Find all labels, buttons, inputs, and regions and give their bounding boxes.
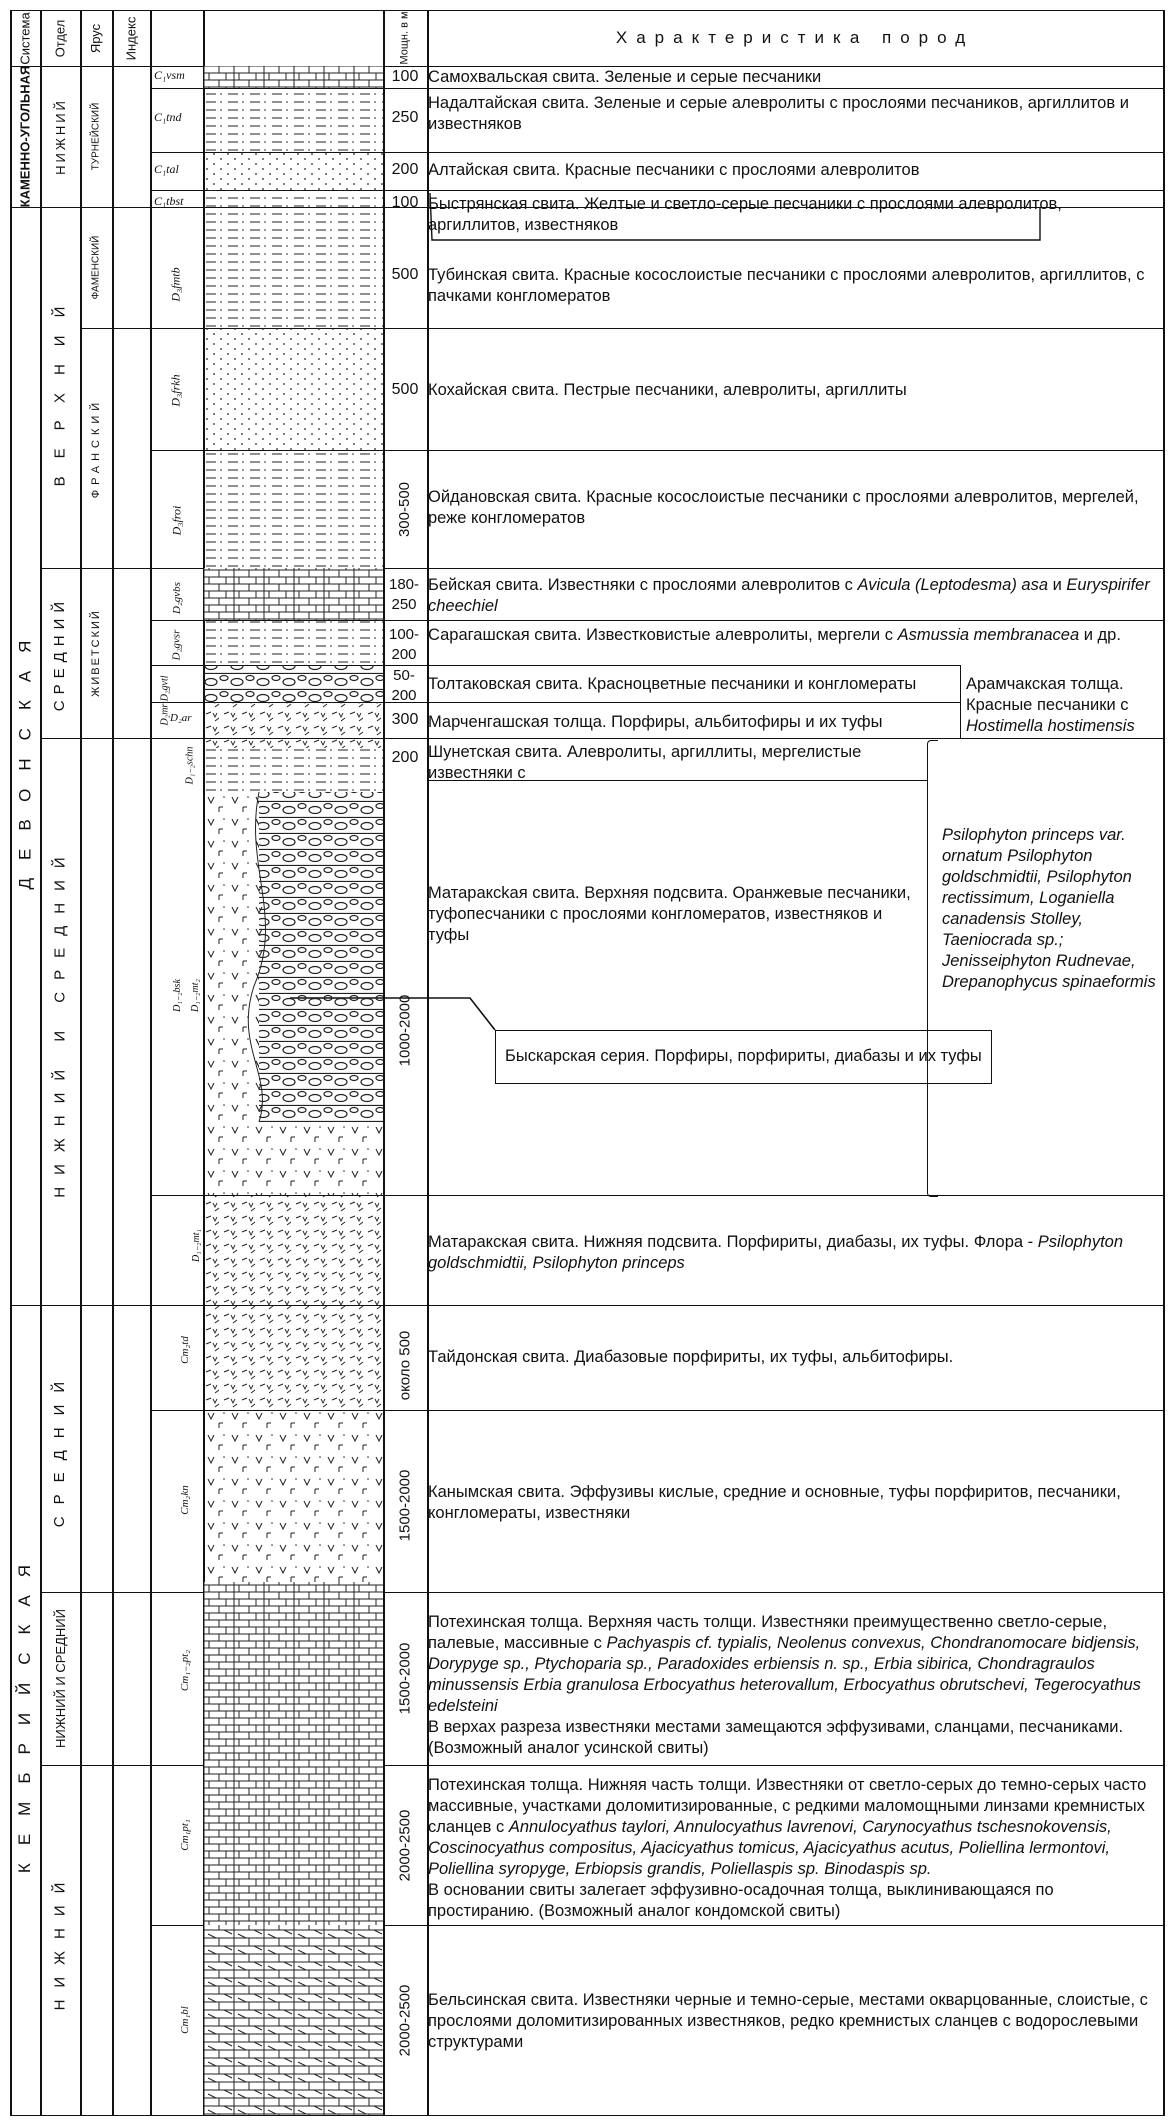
index-d3froi: D₃froi <box>168 505 183 535</box>
fossil-name: Avicula (Leptodesma) asa <box>857 576 1048 594</box>
thickness-value: 1500-2000 <box>396 1642 414 1715</box>
fossil-name: Asmussia membranacea <box>897 626 1080 644</box>
description-aramchak: Арамчакская толща. Красные песчаники с Hostimella hostimensis <box>966 675 1135 735</box>
division-cam-lower-middle: НИЖНИЙ И СРЕДНИЙ <box>52 1609 68 1748</box>
division-dev-lower-middle: НИЖНИЙ И СРЕДНИЙ <box>51 845 69 1198</box>
index-c1tnd: C₁tnd <box>154 110 182 124</box>
header-description: Характеристика пород <box>615 28 975 47</box>
thickness-value: 500 <box>391 266 419 283</box>
index-c1tal: C₁tal <box>154 162 179 176</box>
index-d2gvtl: D₂mr·D₂gvtl <box>159 674 171 726</box>
thickness-value: 200 <box>391 749 419 766</box>
system-devonian: ДЕВОНСКАЯ <box>15 622 35 890</box>
index-cm12pt2: Cm₁₋₂pt₂ <box>179 1649 192 1691</box>
flora-bracket <box>927 740 938 1197</box>
division-carb-lower: НИЖНИЙ <box>52 98 68 175</box>
description-altai: Алтайская свита. Красные песчаники с прослоями алевролитов <box>428 161 920 179</box>
description-marcheng: Марченгашская толща. Порфиры, альбитофиры и их туфы <box>428 713 883 731</box>
frame-right <box>1163 10 1165 2115</box>
index-d2gvsr: D₂gvsr <box>170 629 183 660</box>
system-carboniferous: КАМЕННО-УГОЛЬНАЯ <box>17 65 33 208</box>
description-taidon: Тайдонская свита. Диабазовые порфириты, их туфы, альбитофиры. <box>428 1348 954 1366</box>
fossil-name: Euryspirifer cheechiel <box>428 576 1150 615</box>
description-samokhval: Самохвальская свита. Зеленые и серые песчаники <box>428 68 822 86</box>
index-d2gvbs: D₂gvbs <box>170 581 183 614</box>
index-cm2td: Cm₂td <box>178 1336 191 1364</box>
description-kanym: Канымская свита. Эффузивы кислые, средние и основные, туфы порфиритов, песчаники, конгломераты, известняки <box>428 1483 1121 1522</box>
thickness-value: 300 <box>391 711 419 728</box>
description-matarak-upper: Матараксkая свита. Верхняя подсвита. Оранжевые песчаники, туфопесчаники с прослоями конгломератов, известняков и туфы <box>428 884 911 944</box>
index-d2ar: D₂ar <box>170 712 192 724</box>
thickness-value: 100-200 <box>388 626 420 663</box>
description-tubin: Тубинская свита. Красные косослоистые песчаники с прослоями алевролитов, аргиллитов, с пачками конгломератов <box>428 266 1145 305</box>
description-nadaltai: Надалтайская свита. Зеленые и серые алевролиты с прослоями песчаников, аргиллитов и известняков <box>428 94 1129 133</box>
stage-frasnian: ФРАНСКИЙ <box>90 397 103 499</box>
index-d3fmtb: D₃fmtb <box>168 266 183 302</box>
description-bei: Бейская свита. Известняки с прослоями алевролитов с Avicula (Leptodesma) asa и Euryspirifer cheechiel <box>428 576 1150 615</box>
division-cam-middle: СРЕДНИЙ <box>51 1369 69 1528</box>
index-cm1bl: Cm₁bl <box>178 2006 191 2034</box>
description-potekhin-upper: Потехинская толща. Верхняя часть толщи. Известняки преимущественно светло-серые, палевые, массивные с Pachyaspis cf. typialis, Neolenus convexus, Chondranomocare bidjensis, Dorypyge sp., Ptychoparia sp., Paradoxides erbiensis n. sp., Erbia sibirica, Chondragraulos minussensis Erbia granulosa Erbocyathus heterovallum, Erbocyathus obrutschevi, Tegerocyathus edelsteini В верхах разреза известняки местами замещаются эффузивами, сланцами, песчаниками. (Возможный аналог усинской свиты) <box>428 1613 1141 1757</box>
thickness-value: 180-250 <box>388 576 420 613</box>
description-oidan: Ойдановская свита. Красные косослоистые песчаники с прослоями алевролитов, мергелей, реже конгломератов <box>428 488 1139 527</box>
thickness-value: 300-500 <box>396 481 414 537</box>
thickness-value: 2000-2500 <box>396 1809 414 1881</box>
fossil-list: Annulocyathus taylori, Annulocyathus lavrenovi, Carynocyathus tschesnokovensis, Coscinocyathus compositus, Ajacicyathus tomicus, Ajacicyathus acutus, Poliellina lermontovi, Poliellina syropyge, Erbiopsis grandis, Poliellaspis sp. Binodaspis sp. <box>428 1818 1112 1878</box>
lithology-column <box>204 66 383 2115</box>
aramchak-box-line <box>960 665 961 738</box>
index-c1vsm: C₁vsm <box>154 68 185 82</box>
index-d12mt2: D₁₋₂mt₂ <box>189 978 201 1012</box>
description-byskar: Быскарская серия. Порфиры, порфириты, диабазы и их туфы <box>505 1047 982 1065</box>
system-cambrian: КЕМБРИЙСКАЯ <box>15 1546 35 1874</box>
stage-givetian: ЖИВЕТСКИЙ <box>90 609 102 697</box>
description-shunet: Шунетская свита. Алевролиты, аргиллиты, мергелистые известняки с <box>428 743 862 782</box>
division-dev-upper: ВЕРХНИЙ <box>51 288 69 487</box>
header-index: Индекс <box>123 16 139 60</box>
thickness-value: 50-200 <box>391 667 417 704</box>
thickness-value: 1500-2000 <box>396 1469 414 1541</box>
header-system: Система <box>17 11 33 65</box>
description-flora: Psilophyton princeps var. ornatum Psilophyton goldschmidtii, Psilophyton rectissimum, Loganiella canadensis Stolley, Taeniocrada sp.; Jenisseiphyton Rudnevae, Drepanophycus spinaeformis <box>942 826 1156 991</box>
stage-famennian: ФАМЕНСКИЙ <box>90 235 102 300</box>
index-cm1pt1: Cm₁pt₁ <box>179 1819 191 1851</box>
description-toltakov: Толтаковская свита. Красноцветные песчаники и конгломераты <box>428 675 917 693</box>
stage-tournaisian: ТУРНЕЙСКИЙ <box>90 102 102 171</box>
header-stage: Ярус <box>88 23 104 53</box>
thickness-value: 500 <box>391 381 419 398</box>
header-thickness: Мощн. в м <box>399 11 412 65</box>
index-d12schn: D₁₋₂schn <box>184 746 196 784</box>
frame-bottom <box>10 2115 1165 2116</box>
index-d12mt1: D₁₋₂mt₁ <box>190 1228 202 1262</box>
division-dev-middle: СРЕДНИЙ <box>51 595 69 711</box>
description-belsin: Бельсинская свита. Известняки черные и темно-серые, местами окварцованные, слоистые, с прослоями доломитизированных известняков, редко кремнистых сланцев с водорослевыми структурами <box>428 1991 1148 2051</box>
fossil-name: Psilophyton goldschmidtii, Psilophyton princeps <box>428 1233 1124 1272</box>
description-saragash: Сарагашская свита. Известковистые алевролиты, мергели с Asmussia membranacea и др. <box>428 626 1121 644</box>
description-kokhai: Кохайская свита. Пестрые песчаники, алевролиты, аргиллиты <box>428 381 907 399</box>
thickness-value: 100 <box>391 194 419 211</box>
fossil-list: Pachyaspis cf. typialis, Neolenus convexus, Chondranomocare bidjensis, Dorypyge sp., Ptychoparia sp., Paradoxides erbiensis n. sp., Erbia sibirica, Chondragraulos minussensis Erbia granulosa Erbocyathus heterovallum, Erbocyathus obrutschevi, Tegerocyathus edelsteini <box>428 1634 1141 1715</box>
thickness-value: 250 <box>391 109 419 126</box>
thickness-value: 100 <box>391 68 419 85</box>
division-cam-lower: НИЖНИЙ <box>51 1870 69 2010</box>
thickness-value: около 500 <box>396 1330 414 1400</box>
description-bystryan: Быстрянская свита. Желтые и светло-серые песчаники с прослоями алевролитов, аргиллитов, известняков <box>428 195 1062 234</box>
col-line <box>112 10 114 2115</box>
description-matarak-lower: Матаракская свита. Нижняя подсвита. Порфириты, диабазы, их туфы. Флора - Psilophyton goldschmidtii, Psilophyton princeps <box>428 1233 1124 1272</box>
header-division: Отдел <box>52 19 68 57</box>
index-cm2kn: Cm₂kn <box>179 1485 191 1515</box>
thickness-value: 200 <box>391 161 419 178</box>
boundary-devon-cambr <box>10 1305 1165 1306</box>
thickness-value: 2000-2500 <box>396 1984 414 2056</box>
thickness-value: 1000-2000 <box>396 994 414 1066</box>
description-potekhin-lower: Потехинская толща. Нижняя часть толщи. Известняки от светло-серых до темно-серых часто массивные, участками доломитизированные, с редкими маломощными линзами кремнистых сланцев с Annulocyathus taylori, Annulocyathus lavrenovi, Carynocyathus tschesnokovensis, Coscinocyathus compositus, Ajacicyathus tomicus, Ajacicyathus acutus, Poliellina lermontovi, Poliellina syropyge, Erbiopsis grandis, Poliellaspis sp. Binodaspis sp. В основании свиты залегает эффузивно-осадочная толща, выклинивающаяся по простиранию. (Возможный аналог кондомской свиты) <box>428 1776 1147 1920</box>
index-d12bsk: D₁₋₂bsk <box>171 978 183 1012</box>
index-d3frkh: D₃frkh <box>168 373 183 407</box>
index-c1tbst: C₁tbst <box>154 194 184 208</box>
